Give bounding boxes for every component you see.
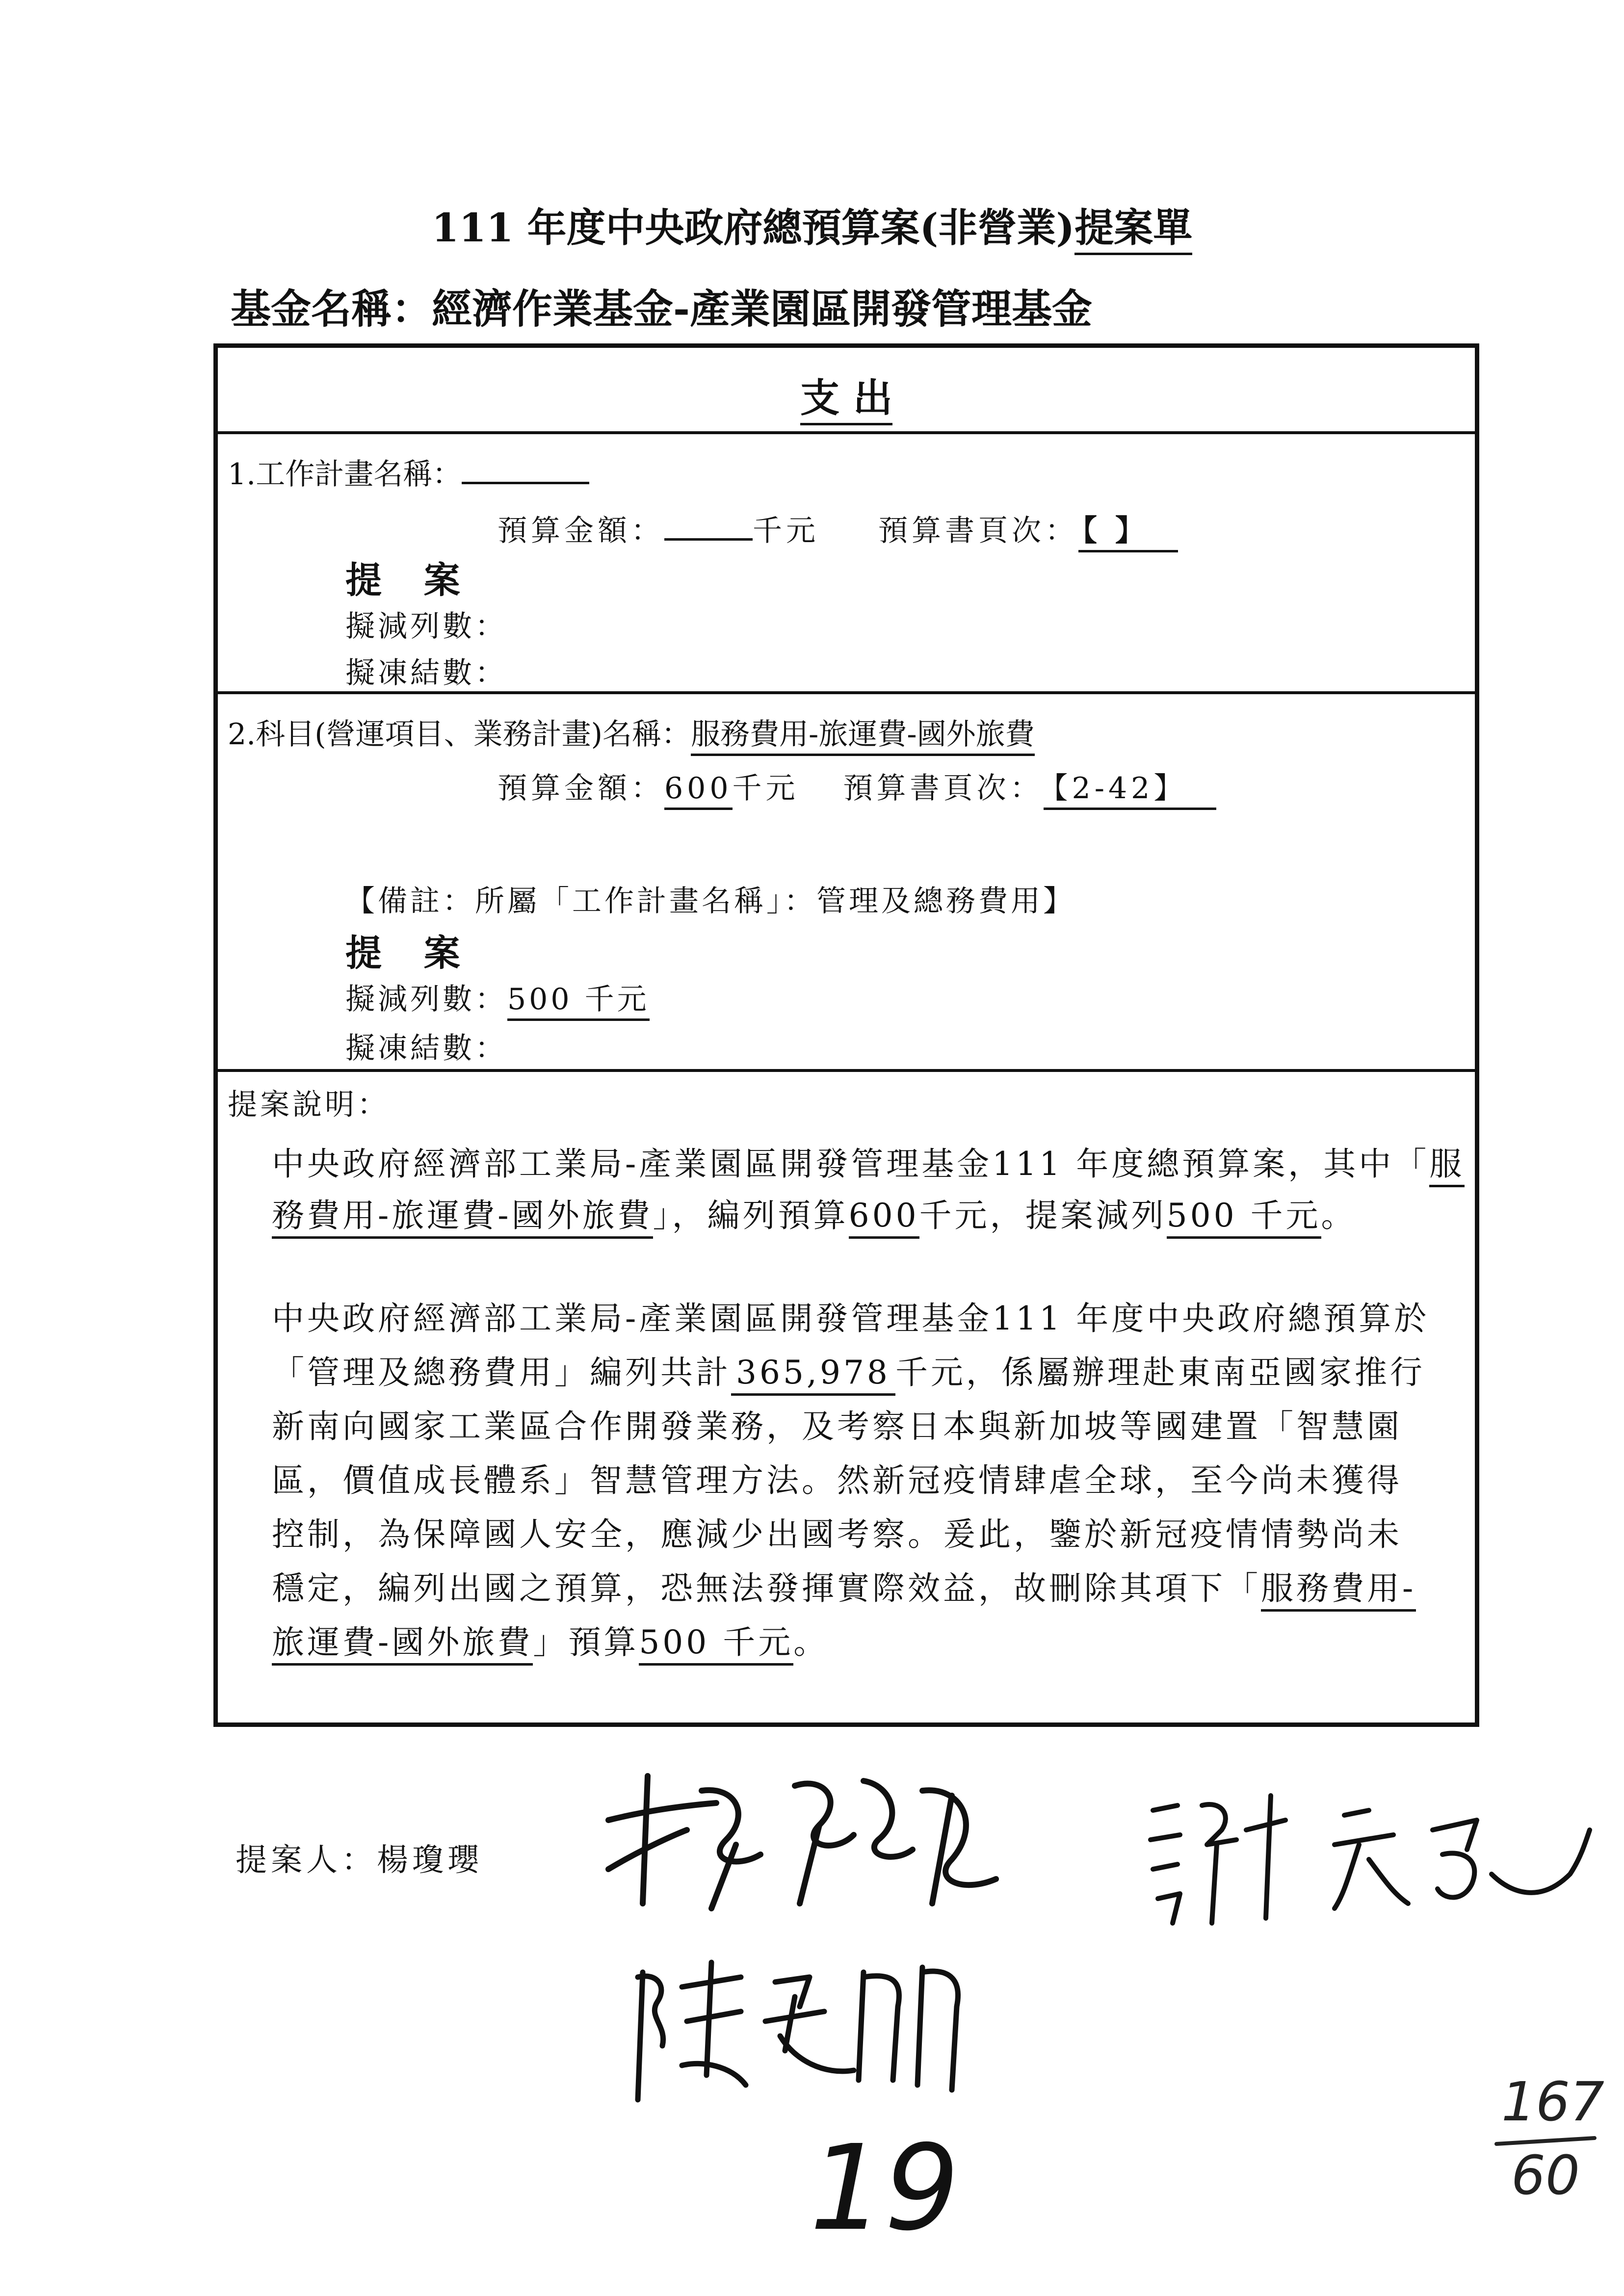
item1-budget-row: 預算金額： 千元 預算書頁次： 【 】	[498, 507, 1178, 549]
item1-label: 1.工作計畫名稱：	[228, 451, 589, 493]
item2-budget-amount: 600	[664, 771, 733, 810]
item2-cut-row: 擬減列數：500 千元	[345, 976, 650, 1018]
explanation-para1-line1: 中央政府經濟部工業局-產業園區開發管理基金111 年度總預算案，其中「服	[272, 1138, 1465, 1184]
item2-subject: 服務費用-旅運費-國外旅費	[691, 717, 1035, 756]
explanation-para2-line7: 旅運費-國外旅費」預算500 千元。	[272, 1616, 829, 1663]
item2-cut-value: 500 千元	[507, 982, 650, 1021]
explanation-para2-line2: 「管理及總務費用」編列共計 365,978 千元，係屬辦理赴東南亞國家推行	[272, 1346, 1425, 1393]
item1-proposal-heading: 提 案	[345, 559, 475, 601]
item1-freeze-label: 擬凍結數：	[345, 656, 507, 690]
item1-cut-label: 擬減列數：	[345, 609, 507, 644]
item1-page-value: 【 】	[1078, 514, 1178, 552]
item1-name-blank	[462, 451, 589, 484]
item2-label: 2.科目(營運項目、業務計畫)名稱：服務費用-旅運費-國外旅費	[228, 711, 1035, 753]
explanation-para2-line3: 新南向國家工業區合作開發業務，及考察日本與新加坡等國建置「智慧園	[272, 1408, 1402, 1445]
item2-remark: 【備註：所屬「工作計畫名稱」：管理及總務費用】	[345, 884, 1075, 918]
explanation-para2-line6: 穩定，編列出國之預算，恐無法發揮實際效益，故刪除其項下「服務費用-	[272, 1562, 1416, 1609]
item2-proposal-heading: 提 案	[345, 932, 475, 974]
table-divider	[218, 1069, 1475, 1072]
explanation-para1-line2: 務費用-旅運費-國外旅費」，編列預算600千元，提案減列500 千元。	[272, 1189, 1357, 1236]
item2-page-value: 【2-42】	[1044, 771, 1217, 810]
proposal-table	[213, 343, 1479, 1727]
proposer-label: 提案人：楊瓊瓔	[236, 1842, 483, 1879]
corner-note-top: 167	[1501, 2070, 1604, 2133]
page-title	[0, 196, 1624, 253]
title-main: 111 年度中央政府總預算案(非營業)	[431, 205, 1075, 251]
section-header: 支 出	[218, 366, 1475, 423]
item2-freeze-label: 擬凍結數：	[345, 1031, 507, 1066]
explanation-para2-line4: 區，價值成長體系」智慧管理方法。然新冠疫情肆虐全球，至今尚未獲得	[272, 1461, 1402, 1499]
table-divider	[218, 431, 1475, 434]
item1-amount-blank	[664, 508, 753, 541]
corner-note-bottom: 60	[1511, 2144, 1580, 2207]
explanation-heading: 提案說明：	[228, 1088, 390, 1122]
handwritten-page-number: 19	[810, 2119, 960, 2257]
explanation-para2-line1: 中央政府經濟部工業局-產業園區開發管理基金111 年度中央政府總預算於	[272, 1300, 1430, 1337]
signature-chen-chao-ming	[618, 1943, 971, 2110]
explanation-para2-line5: 控制，為保障國人安全，應減少出國考察。爰此，鑒於新冠疫情情勢尚未	[272, 1515, 1402, 1553]
signature-yang-qiong-ying	[589, 1756, 1030, 1918]
signature-xie-yi-feng	[1138, 1776, 1595, 1938]
title-underlined: 提案單	[1074, 205, 1192, 255]
item2-budget-row: 預算金額：600千元 預算書頁次： 【2-42】	[498, 765, 1216, 807]
fund-name: 基金名稱：經濟作業基金-產業園區開發管理基金	[231, 286, 1093, 333]
